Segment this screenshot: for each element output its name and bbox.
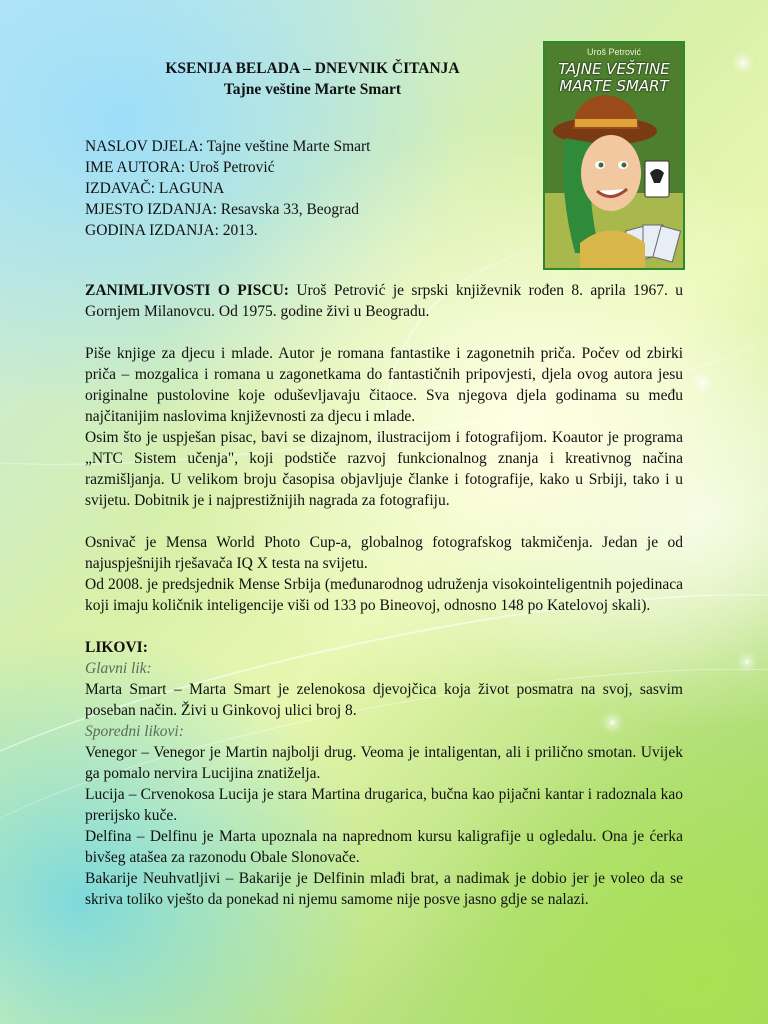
book-publisher-line: IZDAVAČ: LAGUNA: [85, 180, 225, 197]
book-title-line: NASLOV DJELA: Tajne veštine Marte Smart: [85, 138, 371, 155]
document-subtitle: Tajne veštine Marte Smart: [223, 81, 402, 98]
author-paragraph: Osnivač je Mensa World Photo Cup-a, globalnog fotografskog takmičenja. Jedan je od najuspješnijih rješavača IQ X testa na svijetu.: [85, 534, 683, 572]
side-characters-label: Sporedni likovi:: [85, 723, 184, 740]
character-entry: Marta Smart – Marta Smart je zelenokosa djevojčica koja život posmatra na svoj, sasvim poseban način. Živi u Ginkovoj ulici broj 8.: [85, 681, 683, 719]
characters-section-label: LIKOVI:: [85, 639, 148, 656]
author-paragraph: Od 2008. je predsjednik Mense Srbija (međunarodnog udruženja visokointeligentnih pojedinaca koji imaju količnik inteligencije viši od 133 po Bineovoj, odnosno 148 po Katelovoj skali).: [85, 576, 683, 614]
main-character-label: Glavni lik:: [85, 660, 152, 677]
sparkle: [740, 60, 746, 66]
book-year-line: GODINA IZDANJA: 2013.: [85, 222, 258, 239]
character-entry: Lucija – Crvenokosa Lucija je stara Martina drugarica, bučna kao pijačni kantar i radoznala kao prerijsko kuče.: [85, 786, 683, 824]
author-paragraph: Osim što je uspješan pisac, bavi se dizajnom, ilustracijom i fotografijom. Koautor je programa „NTC Sistem učenja", koji podstiče razvoj funkcionalnog znanja i kreativnog načina razmišljanja. U velikom broju časopisa objavljuje članke i fotografije, kako u Srbiji, tako i u svijetu. Dobitnik je i najprestižnijih nagrada za fotografiju.: [85, 429, 683, 509]
book-cover-image: [543, 41, 685, 270]
author-intro: ZANIMLJIVOSTI O PISCU: Uroš Petrović je srpski književnik rođen 8. aprila 1967. u Gornjem Milanovcu. Od 1975. godine živi u Beogradu.: [85, 282, 684, 320]
document-header: [85, 58, 540, 100]
document-title: KSENIJA BELADA – DNEVNIK ČITANJA: [165, 60, 460, 77]
sparkle: [745, 660, 749, 664]
book-info: [85, 136, 525, 241]
author-paragraph: Piše knjige za djecu i mlade. Autor je romana fantastike i zagonetnih priča. Počev od zbirki priča – mozgalica i romana u zagonetkama do fantastičnih pripovjesti, djela ovog autora jesu originalne pustolovine koje oduševljavaju čitaoce. Sva njegova djela godinama su među najčitanijim naslovima književnosti za djecu i mlade.: [85, 345, 683, 425]
cover-author: Uroš Petrović: [586, 47, 641, 57]
cover-title: TAJNE VEŠTINE MARTE SMART: [558, 60, 670, 95]
sparkle: [700, 380, 705, 385]
character-entry: Venegor – Venegor je Martin najbolji drug. Veoma je intaligentan, ali i prilično smotan. Uvijek ga pomalo nervira Lucijina znatiželja.: [85, 744, 683, 782]
book-place-line: MJESTO IZDANJA: Resavska 33, Beograd: [85, 201, 359, 218]
character-entry: Delfina – Delfinu je Marta upoznala na naprednom kursu kaligrafije u ogledalu. Ona je ćerka bivšeg atašea za razonodu Obale Slonovače.: [85, 828, 683, 866]
author-section-label: ZANIMLJIVOSTI O PISCU:: [85, 282, 289, 299]
book-author-line: IME AUTORA: Uroš Petrović: [85, 159, 275, 176]
character-entry: Bakarije Neuhvatljivi – Bakarije je Delfinin mlađi brat, a nadimak je dobio jer je voleo da se skriva toliko vješto da ponekad ni njemu samome nije posve jasno gdje se nalazi.: [85, 870, 683, 908]
document-body: [85, 280, 683, 910]
